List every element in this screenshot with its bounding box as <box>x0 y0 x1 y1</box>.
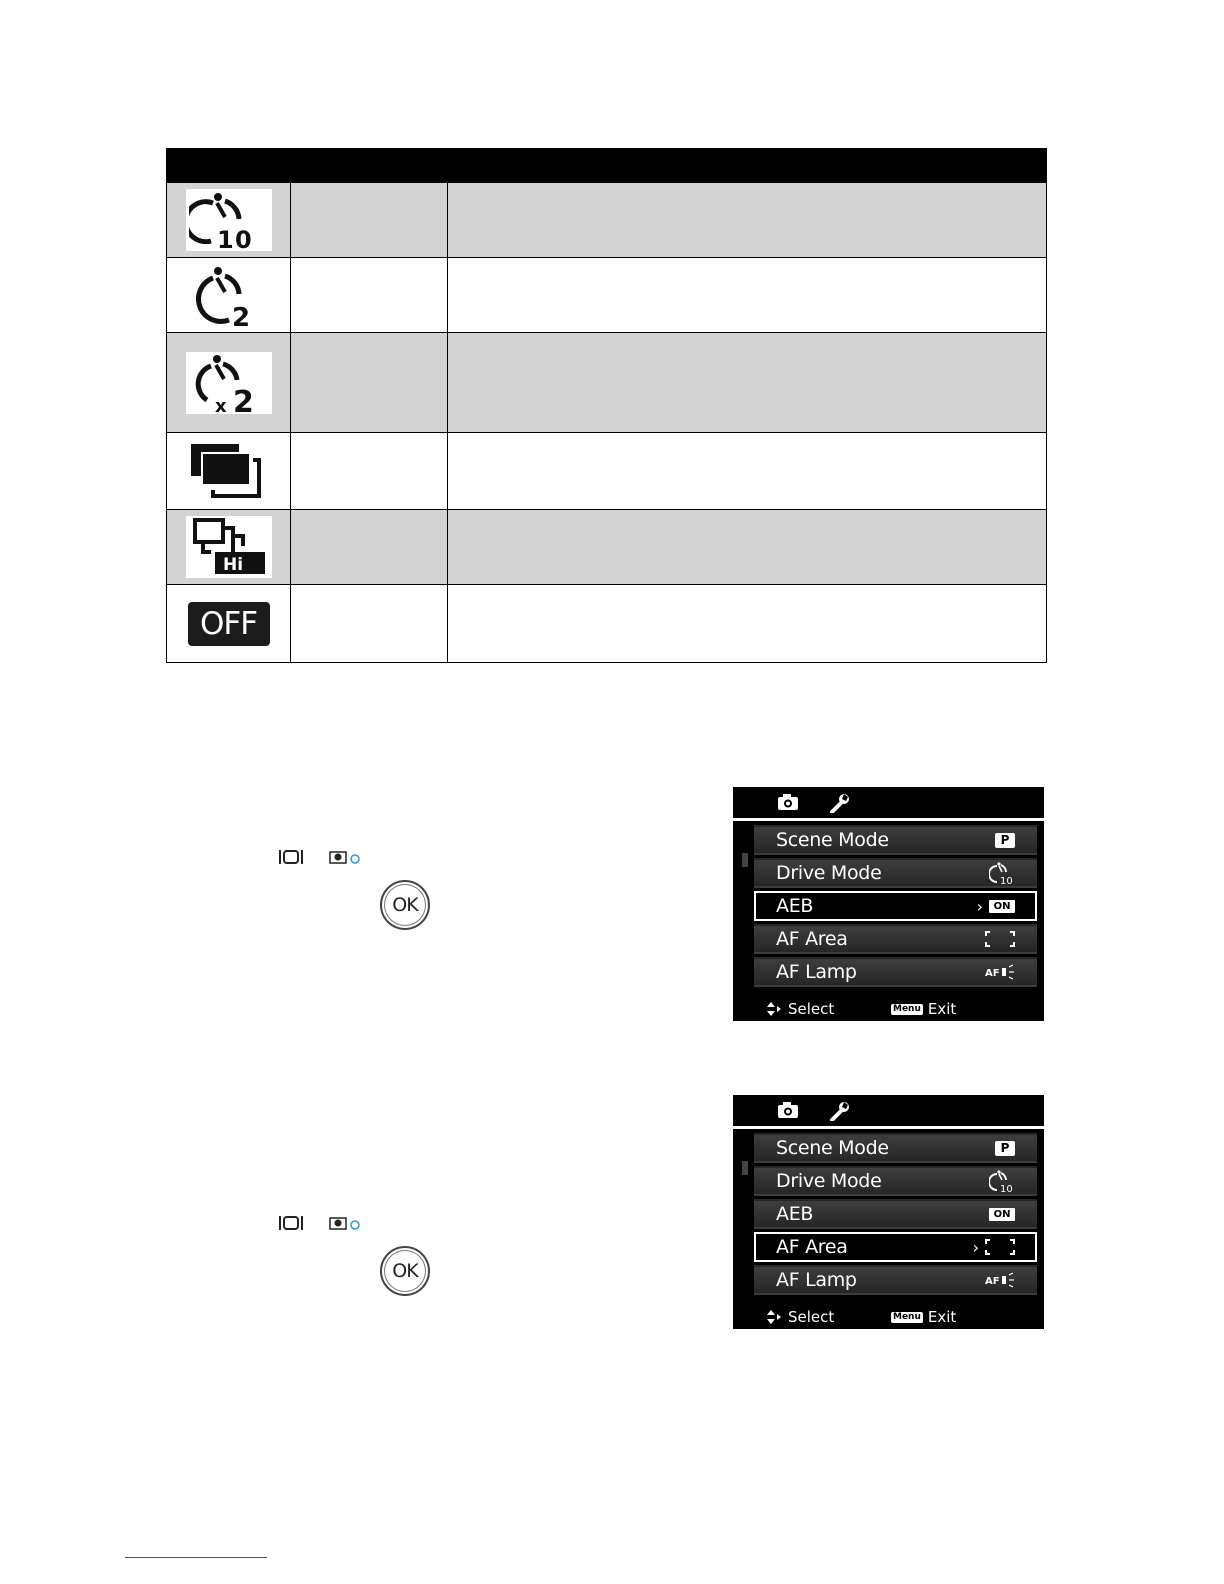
menu-footer <box>733 1305 1044 1329</box>
menu-item-aeb[interactable]: AEB ON <box>754 1199 1037 1229</box>
double-timer-icon <box>186 352 272 414</box>
menu-item-af-lamp[interactable]: AF Lamp AF <box>754 1265 1037 1295</box>
up-down-arrows-icon <box>766 1002 782 1016</box>
menu-item-drive-mode[interactable]: Drive Mode 10 <box>754 858 1037 888</box>
menu-tabs <box>733 1095 1044 1125</box>
self-timer-10s-icon <box>989 1169 1015 1193</box>
menu-key-icon: Menu <box>893 1311 921 1322</box>
ok-button-icon: OK <box>380 1246 430 1296</box>
tab-divider <box>733 818 1044 821</box>
continuous-shot-icon <box>186 440 272 502</box>
exit-hint: Exit <box>927 1000 957 1018</box>
svg-text:10: 10 <box>1000 876 1013 885</box>
svg-text:10: 10 <box>1000 1184 1013 1193</box>
face-detect-timer-icon <box>329 1217 361 1231</box>
scrollbar[interactable] <box>742 853 748 867</box>
scrollbar[interactable] <box>742 1161 748 1175</box>
select-hint: Select <box>788 1000 835 1018</box>
wrench-tab-icon[interactable] <box>829 1101 851 1121</box>
menu-item-af-area[interactable]: AF Area <box>754 924 1037 954</box>
drive-mode-table <box>166 148 1047 663</box>
af-lamp-icon <box>985 964 1015 980</box>
program-p-icon: P <box>995 833 1015 848</box>
svg-text:x: x <box>214 395 227 414</box>
af-area-brackets-icon <box>985 931 1015 947</box>
table-row <box>167 584 1046 662</box>
menu-item-aeb[interactable]: AEB › ON <box>754 891 1037 921</box>
on-badge-icon: ON <box>989 1208 1015 1221</box>
svg-text:AF: AF <box>985 1276 1000 1287</box>
svg-text:Hi: Hi <box>222 555 243 575</box>
select-hint: Select <box>788 1308 835 1326</box>
face-detect-timer-icon <box>329 851 361 865</box>
tab-divider <box>733 1126 1044 1129</box>
menu-button-icon <box>278 849 304 865</box>
camera-menu-screen <box>733 787 1044 1021</box>
footnote-link-underline[interactable] <box>125 1557 267 1558</box>
camera-menu-screen <box>733 1095 1044 1329</box>
self-timer-10s-icon <box>186 189 272 251</box>
svg-text:AF: AF <box>985 968 1000 979</box>
menu-list <box>754 1133 1037 1298</box>
menu-button-icon <box>278 1215 304 1231</box>
ok-button-icon: OK <box>380 880 430 930</box>
menu-key-icon: Menu <box>893 1003 921 1014</box>
table-row <box>167 182 1046 257</box>
camera-tab-icon[interactable] <box>777 793 799 811</box>
camera-tab-icon[interactable] <box>777 1101 799 1119</box>
table-header <box>167 149 1046 182</box>
self-timer-2s-icon <box>186 264 272 326</box>
menu-footer <box>733 997 1044 1021</box>
menu-list <box>754 825 1037 990</box>
menu-item-af-lamp[interactable]: AF Lamp AF <box>754 957 1037 987</box>
svg-text:2: 2 <box>231 303 250 328</box>
exit-hint: Exit <box>927 1308 957 1326</box>
self-timer-10s-icon <box>989 861 1015 885</box>
svg-text:0: 0 <box>234 226 252 251</box>
af-area-brackets-icon <box>985 1239 1015 1255</box>
table-row <box>167 257 1046 332</box>
chevron-right-icon: › <box>976 896 983 916</box>
af-lamp-icon <box>985 1272 1015 1288</box>
wrench-tab-icon[interactable] <box>829 793 851 813</box>
table-row <box>167 432 1046 509</box>
menu-item-drive-mode[interactable]: Drive Mode 10 <box>754 1166 1037 1196</box>
off-badge-text: OFF <box>188 602 270 646</box>
svg-text:2: 2 <box>232 384 254 414</box>
program-p-icon: P <box>995 1141 1015 1156</box>
high-speed-burst-icon <box>186 516 272 578</box>
off-icon <box>186 593 272 655</box>
chevron-right-icon: › <box>972 1237 979 1257</box>
menu-item-af-area[interactable]: AF Area › <box>754 1232 1037 1262</box>
table-row <box>167 509 1046 584</box>
svg-text:1: 1 <box>216 226 234 251</box>
menu-item-scene-mode[interactable]: Scene Mode P <box>754 825 1037 855</box>
table-row <box>167 332 1046 432</box>
menu-tabs <box>733 787 1044 817</box>
on-badge-icon: ON <box>989 900 1015 913</box>
up-down-arrows-icon <box>766 1310 782 1324</box>
menu-item-scene-mode[interactable]: Scene Mode P <box>754 1133 1037 1163</box>
